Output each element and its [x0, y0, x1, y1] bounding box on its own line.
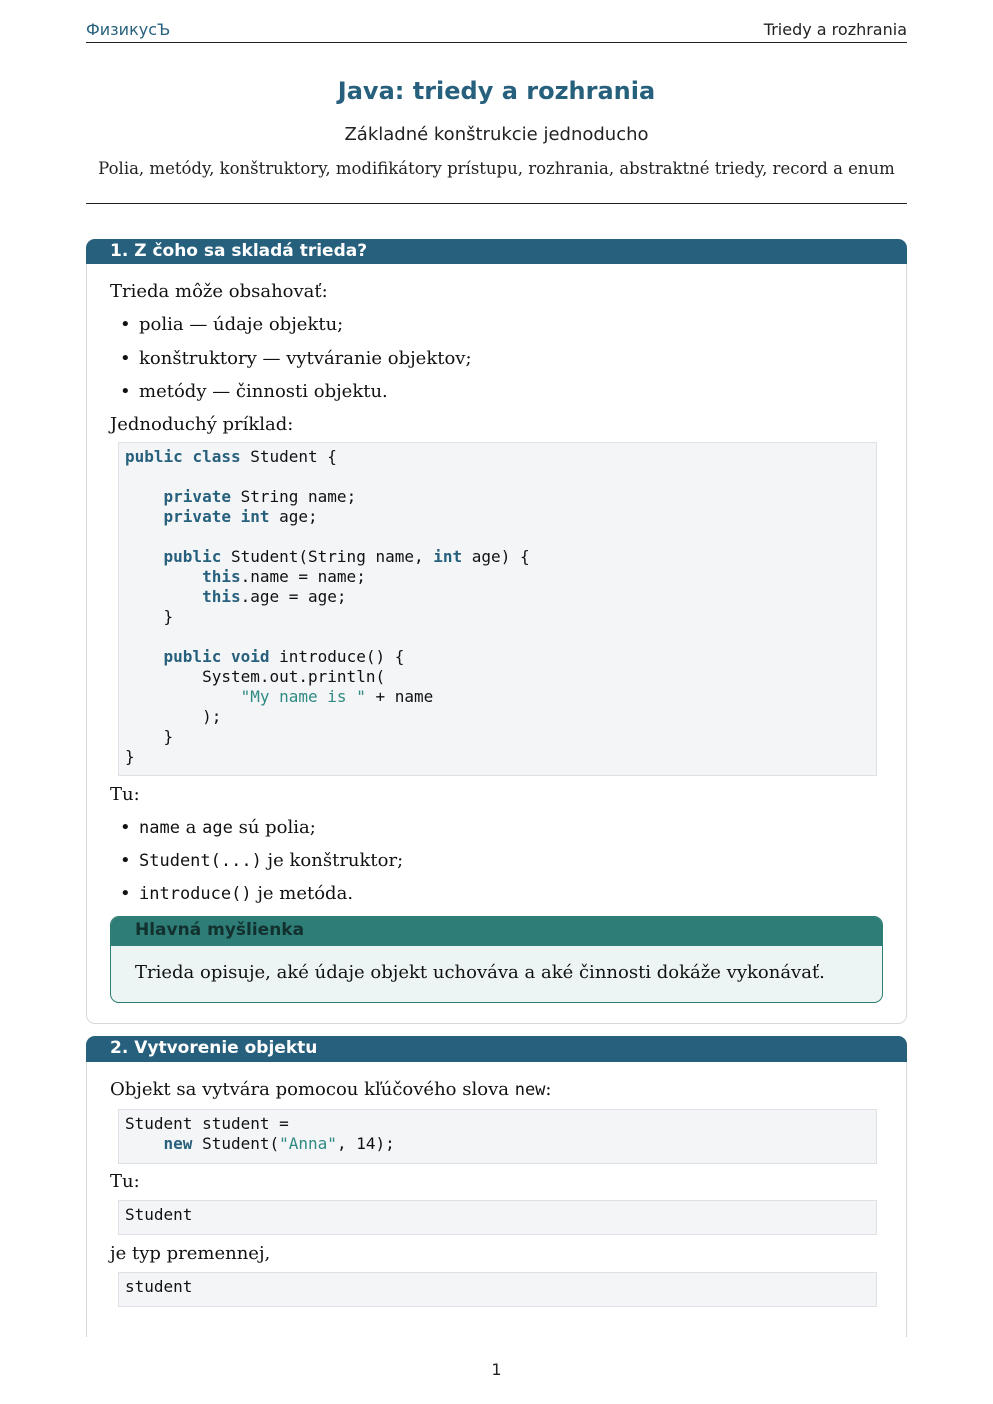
code-keyword: void: [230, 647, 270, 666]
code-text: Student student = new Student("Anna", 14);: [125, 1114, 395, 1153]
code-inline: name: [139, 818, 180, 838]
title-rule: [86, 203, 907, 204]
code-keyword: class: [192, 447, 241, 466]
code-keyword: int: [240, 507, 270, 526]
code-block-type: [118, 1200, 877, 1235]
code-string: "My name is ": [240, 687, 366, 706]
section-heading: [86, 239, 907, 264]
list-item: • polia — údaje objektu;: [120, 314, 344, 335]
code-block-student: [118, 442, 877, 776]
note-text: sú polia;: [232, 817, 316, 838]
topics-line: Polia, metódy, konštruktory, modifikátory prístupu, rozhrania, abstraktné triedy, record a enum: [98, 159, 895, 178]
code-keyword: public: [163, 547, 222, 566]
section-heading-text: 2. Vytvorenie objektu: [110, 1038, 318, 1058]
list-item: • name a age sú polia;: [120, 817, 316, 838]
intro-text: [110, 1079, 552, 1100]
code-keyword: public: [163, 647, 222, 666]
tu-label: Tu:: [110, 1171, 140, 1192]
code-inline: Student(...): [139, 851, 262, 871]
list-item-text: polia — údaje objektu;: [139, 314, 344, 335]
intro-text-before: Objekt sa vytvára pomocou kľúčového slova: [110, 1079, 515, 1100]
code-inline: age: [202, 818, 233, 838]
header-brand: ФизикусЪ: [86, 20, 171, 39]
list-item: • Student(...) je konštruktor;: [120, 850, 404, 871]
header-rule: [86, 42, 907, 43]
callout-body: Trieda opisuje, aké údaje objekt uchováva a aké činnosti dokáže vykonávať.: [135, 962, 825, 983]
list-item: • konštruktory — vytváranie objektov;: [120, 348, 472, 369]
code-keyword: this: [202, 587, 241, 606]
code-block-var: [118, 1272, 877, 1307]
code-keyword: new: [163, 1134, 193, 1153]
note-text: je metóda.: [251, 883, 354, 904]
code-string: "Anna": [279, 1134, 337, 1153]
section-heading-text: 1. Z čoho sa skladá trieda?: [110, 241, 368, 261]
list-item-text: konštruktory — vytváranie objektov;: [139, 348, 472, 369]
note-text: je konštruktor;: [261, 850, 404, 871]
page-number: 1: [491, 1360, 502, 1379]
code-keyword: this: [202, 567, 241, 586]
section-classes: [86, 239, 907, 1024]
page-subtitle: Základné konštrukcie jednoducho: [344, 124, 649, 145]
header-topic: Triedy a rozhrania: [763, 20, 907, 39]
list-item: • introduce() je metóda.: [120, 883, 354, 904]
tu-label: Tu:: [110, 784, 140, 805]
section-object-creation: [86, 1036, 907, 1337]
key-idea-callout: [110, 916, 883, 1003]
code-text: Student: [125, 1205, 193, 1224]
type-explanation: je typ premennej,: [110, 1243, 271, 1264]
code-inline: introduce(): [139, 884, 252, 904]
code-text: public class Student { private String name; private int age; public Student(String name, int age) { this.name = name; this.age = age; } public void introduce() { System.out.println( "My name is " + name ); } }: [125, 447, 530, 766]
example-label: Jednoduchý príklad:: [110, 414, 294, 435]
page-title: Java: triedy a rozhrania: [337, 77, 656, 105]
code-keyword: int: [433, 547, 463, 566]
callout-heading: Hlavná myšlienka: [111, 917, 882, 946]
code-text: student: [125, 1277, 193, 1296]
code-keyword: private: [163, 507, 231, 526]
code-keyword: public: [125, 447, 183, 466]
section-heading: [86, 1036, 907, 1062]
intro-text: Trieda môže obsahovať:: [110, 281, 328, 302]
list-item: • metódy — činnosti objektu.: [120, 381, 388, 402]
code-inline: new: [514, 1080, 546, 1100]
code-block-new: [118, 1109, 877, 1164]
code-keyword: private: [163, 487, 231, 506]
intro-text-after: :: [545, 1079, 552, 1100]
list-item-text: metódy — činnosti objektu.: [139, 381, 388, 402]
note-text: a: [179, 817, 203, 838]
